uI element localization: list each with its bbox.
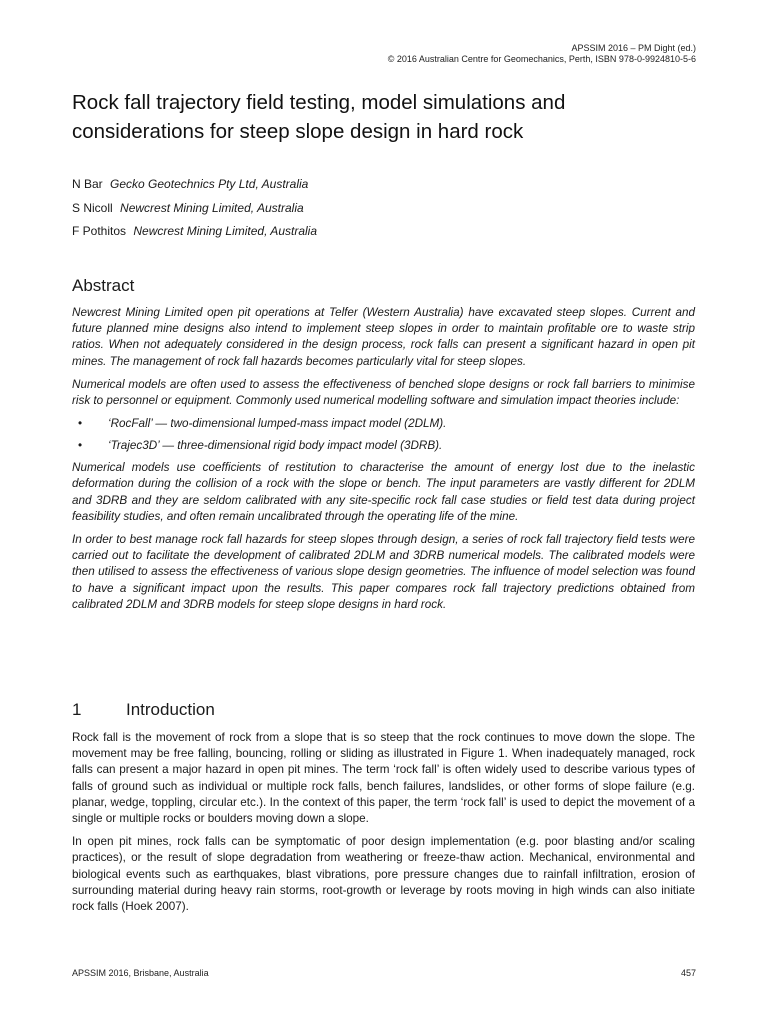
header-copyright: © 2016 Australian Centre for Geomechanics, Perth, ISBN 978-0-9924810-5-6 xyxy=(387,54,696,64)
abstract-paragraph: In order to best manage rock fall hazards for steep slopes through design, a series of rock fall trajectory field tests were carried out to facilitate the development of calibrated 2DLM and 3DRB numerical models. The calibrated models were then utilised to assess the effectiveness of various slope design geometries. The influence of model selection was found to have a significant impact upon the results. This paper compares rock fall trajectory predictions obtained from calibrated 2DLM and 3DRB models for steep slope designs in hard rock. xyxy=(72,533,695,611)
list-item: • ‘Trajec3D’ — three-dimensional rigid body impact model (3DRB). xyxy=(72,438,695,454)
abstract-paragraph: Newcrest Mining Limited open pit operations at Telfer (Western Australia) have excavated steep slopes. Current and future planned mine designs also intend to implement steep slopes in order to maintain profitable ore to waste strip ratios. When not adequately considered in the design process, rock falls can present a significant hazard in open pit mines. The management of rock fall hazards becomes particularly vital for steep slopes. xyxy=(72,306,695,368)
abstract-paragraph: Numerical models use coefficients of restitution to characterise the amount of energy lost due to the inelastic deformation during the collision of a rock with the slope or bench. The input parameters are vastly different for 2DLM and 3DRB and they are seldom calibrated with any site-specific rock fall case studies or field test data during project feasibility studies, and often remain uncalibrated through the operating life of the mine. xyxy=(72,461,695,523)
section-number: 1 xyxy=(72,700,82,719)
author-entry xyxy=(72,173,317,197)
abstract-body xyxy=(72,305,695,620)
section-heading-introduction xyxy=(72,700,215,720)
author-affiliation: Newcrest Mining Limited, Australia xyxy=(133,224,317,238)
running-header xyxy=(388,43,696,65)
body-paragraph: Rock fall is the movement of rock from a slope that is so steep that the rock continues to move down the slope. The movement may be free falling, bouncing, rolling or sliding as illustrated in Figure 1. When inadequately managed, rock falls can present a major hazard in open pit mines. The term ‘rock fall’ is often widely used to describe various types of falls of ground such as individual or multiple rock falls, bench failures, landslides, or other forms of slope failure (e.g. planar, wedge, toppling, circular etc.). In the context of this paper, the term ‘rock fall’ is used to depict the movement of a single or multiple rocks or boulders moving down a slope. xyxy=(72,731,695,826)
author-affiliation: Newcrest Mining Limited, Australia xyxy=(120,200,304,215)
author-list xyxy=(72,173,317,244)
author-name: S Nicoll xyxy=(72,200,113,215)
section-title: Introduction xyxy=(126,700,215,719)
list-item: • ‘RocFall’ — two-dimensional lumped-mass impact model (2DLM). xyxy=(72,416,695,432)
paper-title: Rock fall trajectory field testing, model simulations and considerations for steep slope design in hard rock xyxy=(72,91,566,143)
author-entry xyxy=(72,197,317,221)
introduction-body xyxy=(72,730,695,922)
page-number: 457 xyxy=(680,968,696,978)
author-name: N Bar xyxy=(72,177,103,191)
header-proceedings: APSSIM 2016 – PM Dight (ed.) xyxy=(571,43,696,53)
author-name: F Pothitos xyxy=(72,224,127,238)
software-list xyxy=(72,416,695,454)
author-entry xyxy=(72,220,317,244)
abstract-paragraph: Numerical models are often used to assess the effectiveness of benched slope designs or rock fall barriers to minimise risk to personnel or equipment. Commonly used numerical modelling software and simulation impact theories include: xyxy=(72,377,695,408)
footer-conference: APSSIM 2016, Brisbane, Australia xyxy=(72,968,209,978)
abstract-heading: Abstract xyxy=(72,276,135,295)
author-affiliation: Gecko Geotechnics Pty Ltd, Australia xyxy=(110,177,309,191)
body-paragraph: In open pit mines, rock falls can be symptomatic of poor design implementation (e.g. poor blasting and/or scaling practices), or the result of slope degradation from weathering or freeze-thaw action. Mechanical, environmental and biological events such as earthquakes, blast vibrations, pore pressure changes due to rainfall infiltration, erosion of surrounding material during heavy rain storms, root-growth or leverage by roots moving in high winds can also initiate rock falls (Hoek 2007). xyxy=(72,835,695,914)
